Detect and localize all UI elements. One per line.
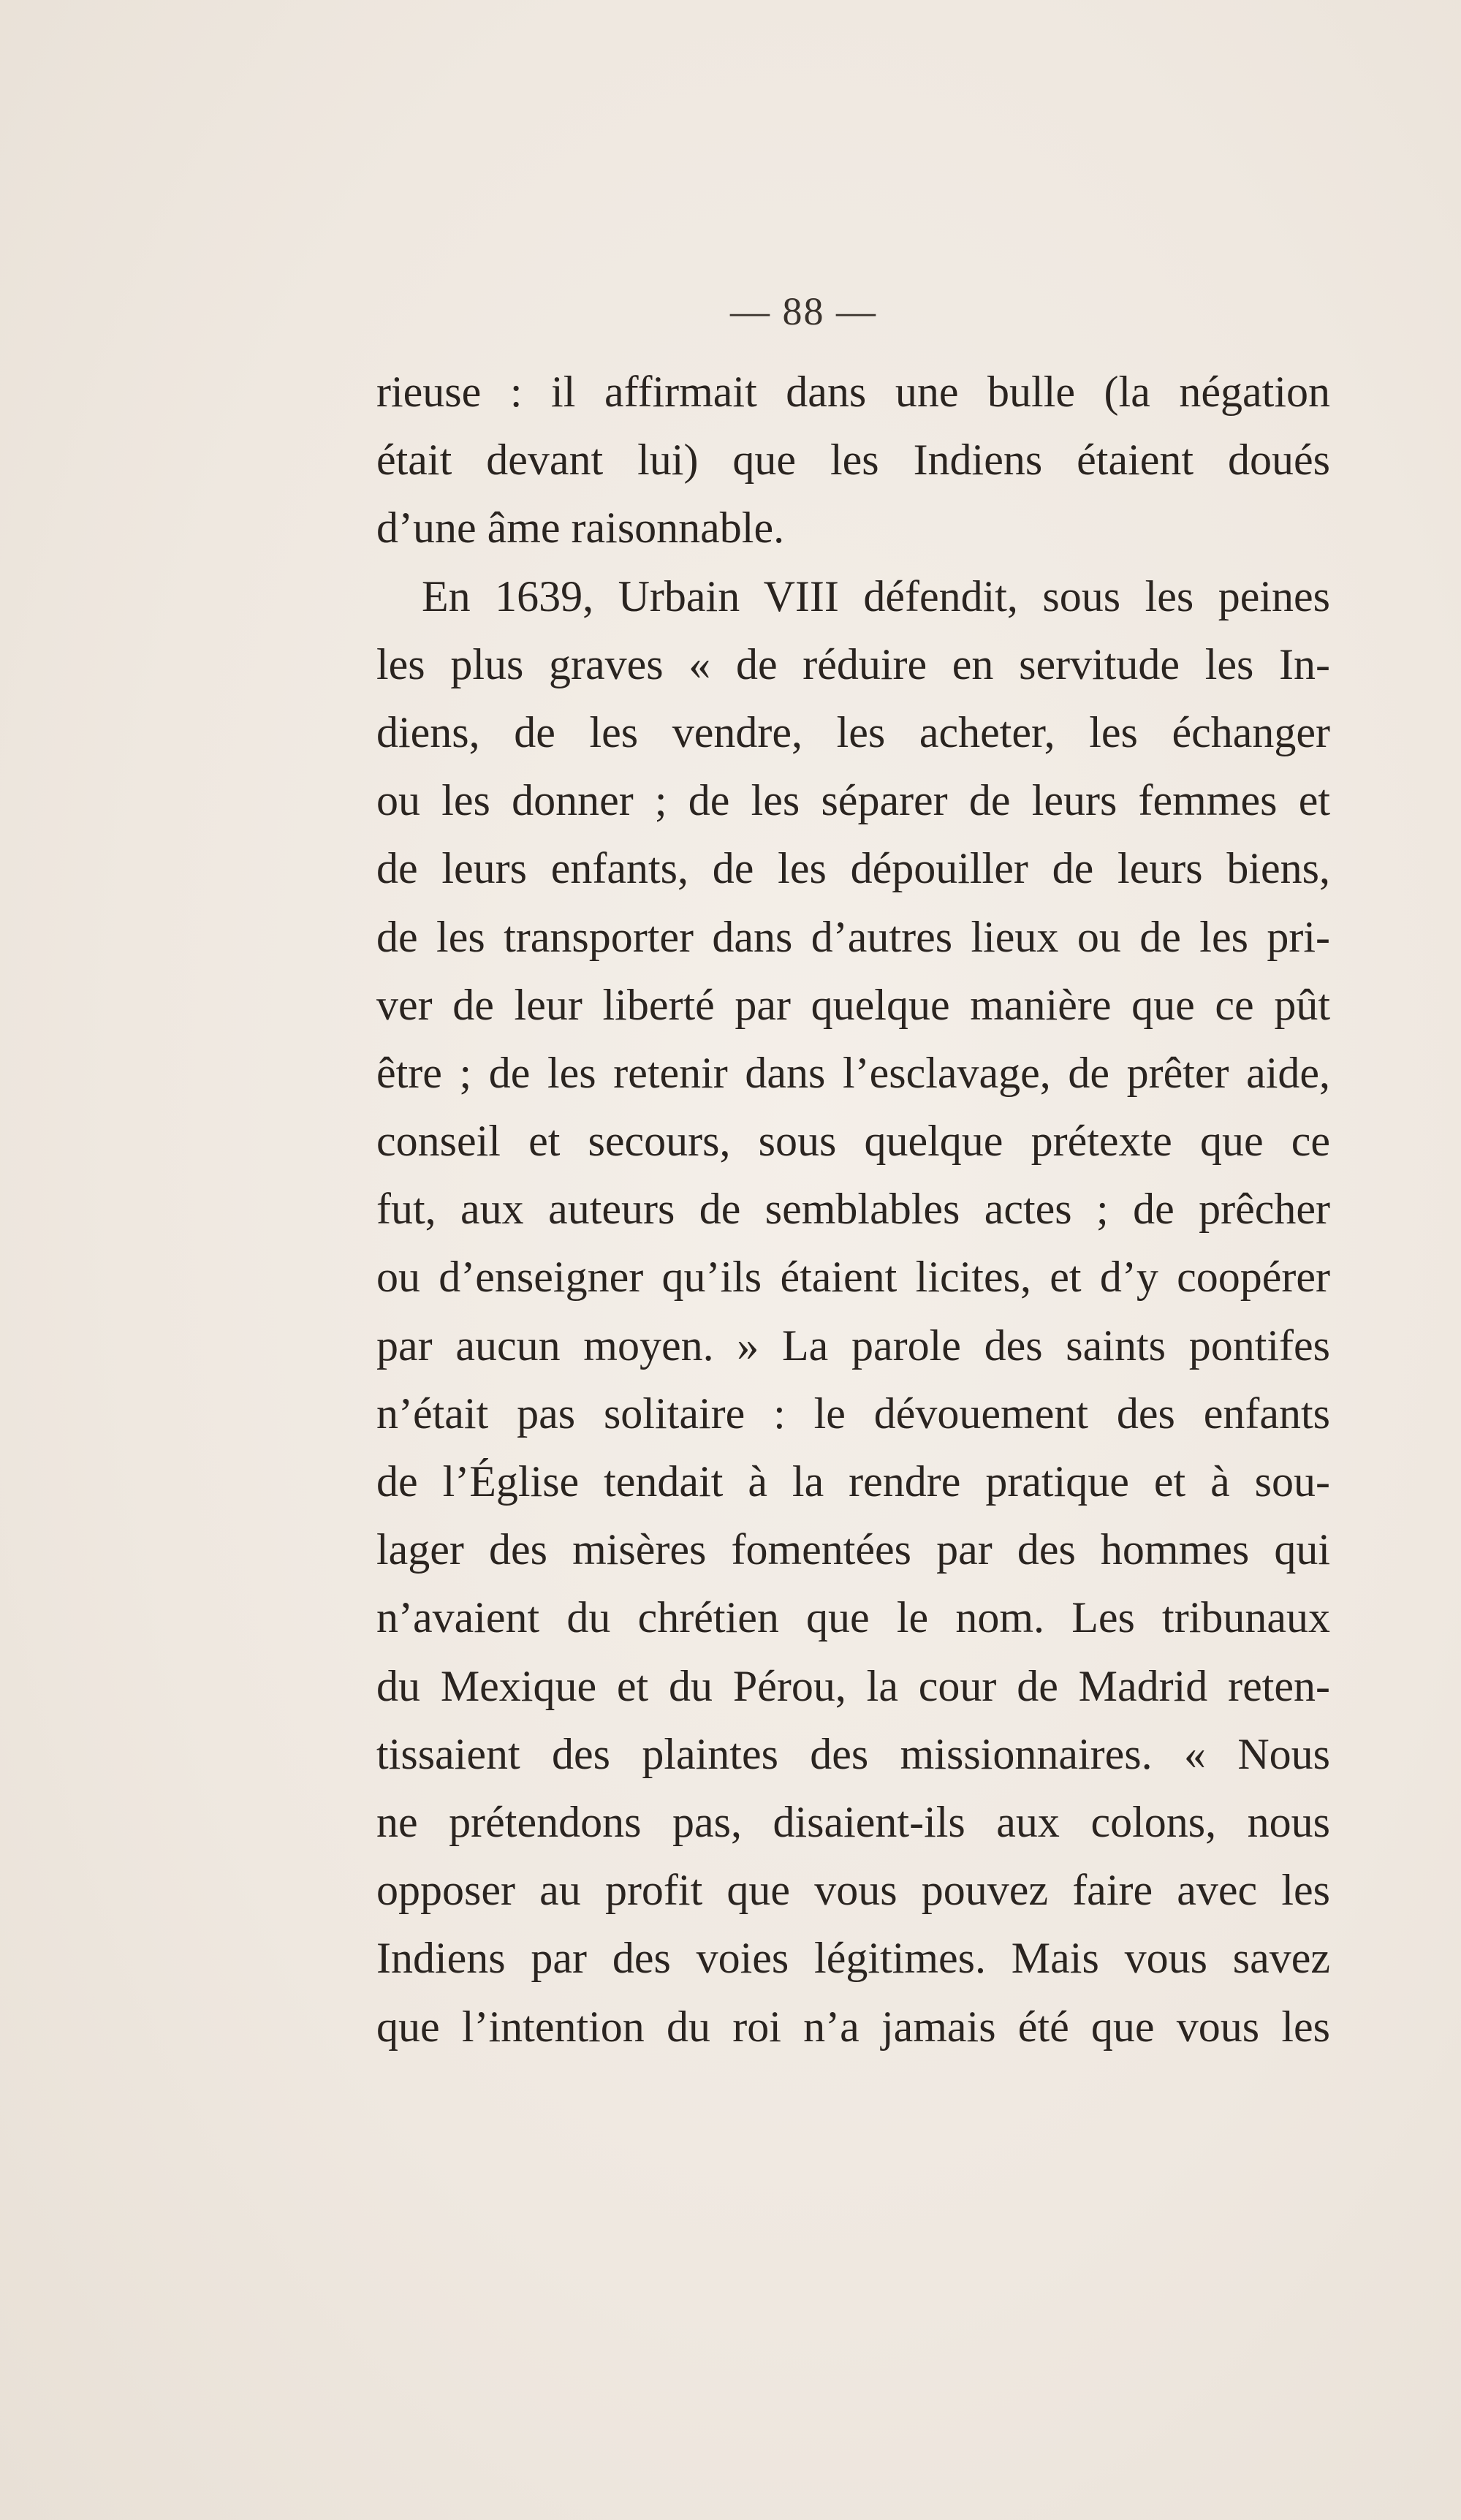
text-line: du Mexique et du Pérou, la cour de Madrid reten-: [376, 1661, 1330, 1710]
text-line: n’était pas solitaire : le dévouement des enfants: [376, 1389, 1330, 1438]
page-number: — 88 —: [730, 289, 877, 333]
text-line: ne prétendons pas, disaient-ils aux colons, nous: [376, 1797, 1330, 1846]
text-line: conseil et secours, sous quelque prétexte que ce: [376, 1117, 1330, 1166]
text-line: tissaient des plaintes des missionnaires. « Nous: [376, 1729, 1330, 1778]
text-line: fut, aux auteurs de semblables actes ; de prêcher: [376, 1185, 1330, 1234]
text-line: rieuse : il affirmait dans une bulle (la négation: [376, 368, 1330, 416]
text-line: ou d’enseigner qu’ils étaient licites, et d’y coopérer: [376, 1253, 1330, 1302]
text-line: En 1639, Urbain VIII défendit, sous les peines: [422, 572, 1330, 620]
text-line: lager des misères fomentées par des hommes qui: [376, 1525, 1330, 1574]
text-line: de leurs enfants, de les dépouiller de leurs biens,: [376, 844, 1330, 893]
text-line: de l’Église tendait à la rendre pratique et à sou-: [376, 1457, 1330, 1506]
text-line: opposer au profit que vous pouvez faire avec les: [376, 1866, 1330, 1915]
text-line: Indiens par des voies légitimes. Mais vous savez: [376, 1934, 1330, 1983]
text-line: de les transporter dans d’autres lieux ou de les pri-: [376, 912, 1330, 961]
text-line: n’avaient du chrétien que le nom. Les tribunaux: [376, 1593, 1330, 1642]
text-line: d’une âme raisonnable.: [376, 504, 785, 553]
text-line: les plus graves « de réduire en servitude les In-: [376, 640, 1330, 688]
text-line: ver de leur liberté par quelque manière que ce pût: [376, 980, 1330, 1029]
text-line: diens, de les vendre, les acheter, les échanger: [376, 707, 1330, 756]
text-line: être ; de les retenir dans l’esclavage, de prêter aide,: [376, 1048, 1330, 1097]
text-line: que l’intention du roi n’a jamais été que vous les: [376, 2002, 1330, 2051]
body-text: [376, 358, 1330, 2061]
text-line: était devant lui) que les Indiens étaient doués: [376, 436, 1330, 485]
text-line: par aucun moyen. » La parole des saints pontifes: [376, 1321, 1330, 1370]
text-line: ou les donner ; de les séparer de leurs femmes et: [376, 776, 1330, 825]
